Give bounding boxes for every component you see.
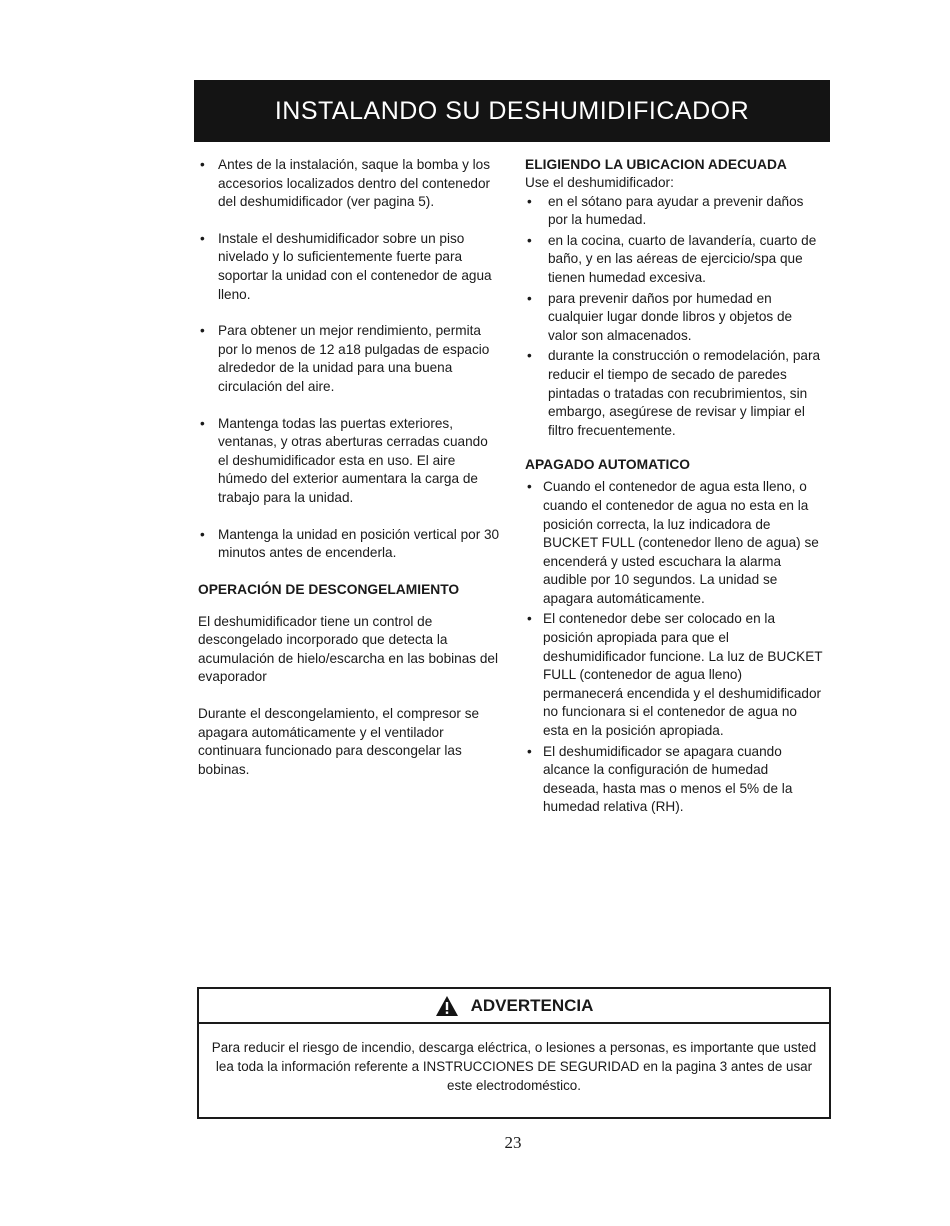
warning-text: Para reducir el riesgo de incendio, descarga eléctrica, o lesiones a personas, es importante que usted lea toda la información referente a INSTRUCCIONES DE SEGURIDAD en la pagina 3 antes de usar este electrodoméstico. <box>211 1040 817 1093</box>
page-number: 23 <box>504 1133 522 1152</box>
list-item: • Cuando el contenedor de agua esta lleno, o cuando el contenedor de agua no esta en la posición correcta, la luz indicadora de BUCKET FULL (contenedor lleno de agua) se encenderá y usted escuchara la alarma audible por 10 segundos. La unidad se apagara automáticamente. <box>525 478 825 608</box>
defrost-paragraph: El deshumidificador tiene un control de descongelado incorporado que detecta la acumulación de hielo/escarcha en las bobinas del evaporador <box>198 613 499 685</box>
auto-off-list <box>525 478 825 817</box>
section-title-banner <box>194 80 830 142</box>
list-item: • Para obtener un mejor rendimiento, permita por lo menos de 12 a18 pulgadas de espacio alrededor de la unidad para una buena circulación del aire. <box>198 322 500 396</box>
location-list <box>525 193 825 441</box>
warning-box <box>197 987 831 1119</box>
warning-header <box>199 989 829 1024</box>
list-item: • Mantenga todas las puertas exteriores, ventanas, y otras aberturas cerradas cuando el deshumidificador esta en uso. El aire húmedo del exterior aumentara la carga de trabajo para la unidad. <box>198 415 500 508</box>
defrost-heading: OPERACIÓN DE DESCONGELAMIENTO <box>198 581 460 597</box>
auto-off-heading: APAGADO AUTOMATICO <box>525 457 691 473</box>
list-item: • en el sótano para ayudar a prevenir daños por la humedad. <box>525 193 825 230</box>
list-item: • El contenedor debe ser colocado en la posición apropiada para que el deshumidificador funcione. La luz de BUCKET FULL (contenedor de agua lleno) permanecerá encendida y el deshumidificador no funcionara si el contenedor de agua no esta en la posición apropiada. <box>525 610 825 740</box>
defrost-section <box>198 581 500 780</box>
location-heading: ELIGIENDO LA UBICACION ADECUADA <box>525 157 787 172</box>
list-item: • Instale el deshumidificador sobre un piso nivelado y lo suficientemente fuerte para soportar la unidad con el contenedor de agua lleno. <box>198 230 500 304</box>
warning-triangle-icon <box>435 995 459 1017</box>
list-item: • El deshumidificador se apagara cuando alcance la configuración de humedad deseada, hasta mas o menos el 5% de la humedad relativa (RH). <box>525 743 825 817</box>
installation-list <box>198 156 500 563</box>
auto-off-section <box>525 456 825 817</box>
right-column <box>525 156 825 819</box>
location-intro: Use el deshumidificador: <box>525 175 674 190</box>
page-title: INSTALANDO SU DESHUMIDIFICADOR <box>274 96 750 125</box>
left-column <box>198 156 500 797</box>
list-item: • Antes de la instalación, saque la bomba y los accesorios localizados dentro del contenedor del deshumidificador (ver pagina 5). <box>198 156 500 212</box>
list-item: • para prevenir daños por humedad en cualquier lugar donde libros y objetos de valor son almacenados. <box>525 290 825 346</box>
defrost-paragraph: Durante el descongelamiento, el compresor se apagara automáticamente y el ventilador continuara funcionado para descongelar las bobinas. <box>198 706 480 777</box>
list-item: • en la cocina, cuarto de lavandería, cuarto de baño, y en las aéreas de ejercicio/spa que tienen humedad excesiva. <box>525 232 825 288</box>
warning-title: ADVERTENCIA <box>470 995 594 1015</box>
list-item: • Mantenga la unidad en posición vertical por 30 minutos antes de encenderla. <box>198 526 500 563</box>
list-item: • durante la construcción o remodelación, para reducir el tiempo de secado de paredes pintadas o tratadas con recubrimientos, sin embargo, asegúrese de revisar y limpiar el filtro frecuentemente. <box>525 347 825 440</box>
location-section <box>525 156 825 440</box>
